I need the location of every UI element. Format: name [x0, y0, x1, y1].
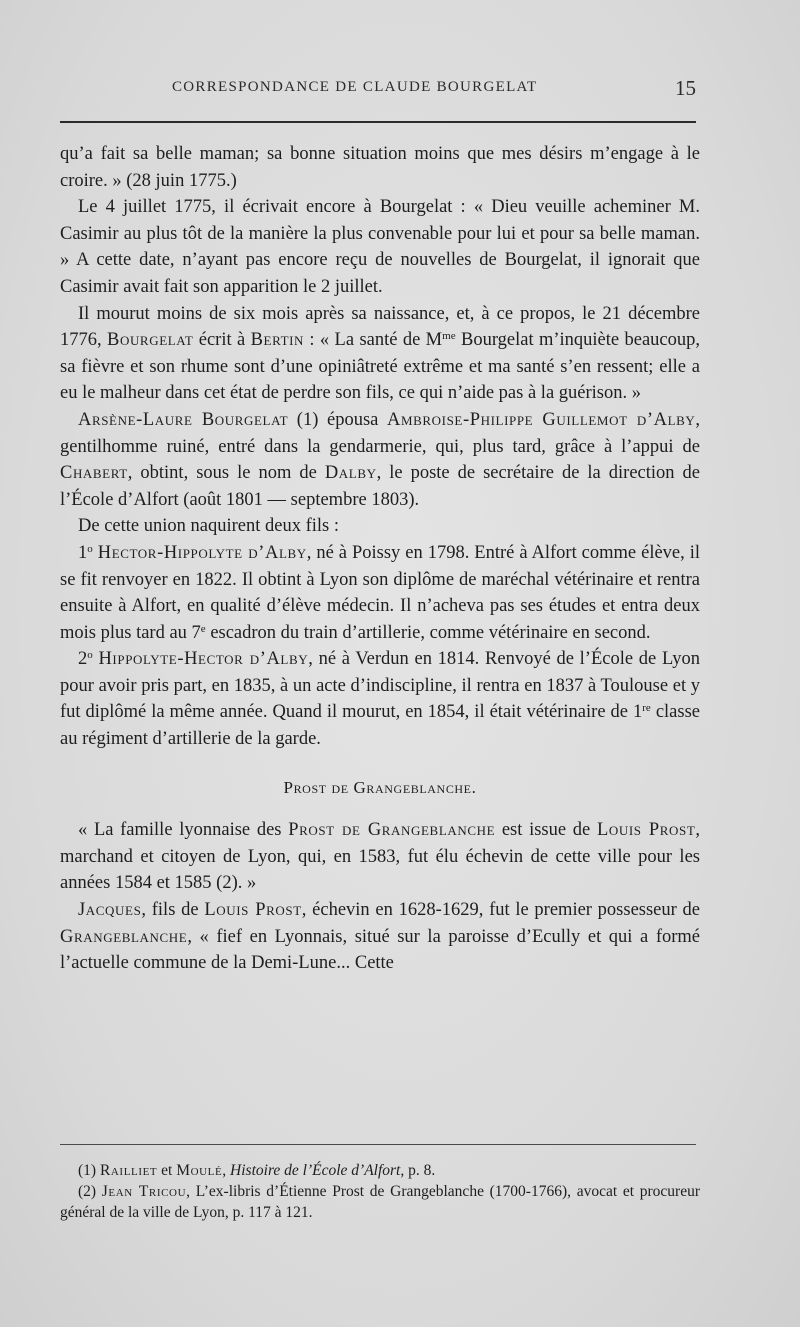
person-name: Louis Prost — [204, 900, 302, 921]
paragraph: « La famille lyonnaise des Prost de Grangeblanche est issue de Louis Prost, marchand et citoyen de Lyon, qui, en 1583, fut élu échevin de cette ville pour les années 1584 et 1585 (2). » — [60, 820, 701, 894]
main-text — [60, 141, 700, 977]
paragraph: 1$^o$ Hector-Hippolyte d’Alby, né à Poissy en 1798. Entré à Alfort comme élève, il se fit renvoyer en 1822. Il obtint à Lyon son diplôme de maréchal vétérinaire et rentra ensuite à Alfort, en qualité d’élève médecin. Il n’acheva pas ses études et entra deux mois plus tard au 7e escadron du train d’artillerie, comme vétérinaire en second. — [60, 542, 701, 643]
paragraph: Il mourut moins de six mois après sa naissance, et, à ce propos, le 21 décembre 1776, Bourgelat écrit à Bertin : « La santé de $M^{me}$ Bourgelat m’inquiète beaucoup, sa fièvre et son rhume sont d’une opiniâtreté extrême et ma santé s’en ressent; elle a eu le malheur dans cet état de perdre son fils, ce qui n’aide pas à la guérison. » — [60, 303, 701, 404]
running-title: CORRESPONDANCE DE CLAUDE BOURGELAT — [172, 79, 538, 95]
paragraph: 2$^o$ Hippolyte-Hector d’Alby, né à Verdun en 1814. Renvoyé de l’École de Lyon pour avoir pris part, en 1835, à un acte d’indiscipline, il rentra en 1837 à Toulouse et y fut diplômé la même année. Quand il mourut, en 1854, il était vétérinaire de 1re classe au régiment d’artillerie de la garde. — [60, 649, 701, 750]
person-name: Moulé — [176, 1162, 223, 1179]
section-title: Prost de Grangeblanche. — [283, 777, 477, 797]
person-name: Railliet — [99, 1162, 158, 1179]
person-name: Bertin — [250, 330, 305, 351]
paragraph: Jacques, fils de Louis Prost, échevin en 1628-1629, fut le premier possesseur de Grangeblanche, « fief en Lyonnais, situé sur la paroisse d’Ecully et qui a formé l’actuelle commune de la Demi-Lune... Cette — [60, 900, 700, 974]
person-name: Grangeblanche — [60, 926, 188, 947]
work-title: Histoire de l’École d’Alfort — [230, 1162, 401, 1179]
person-name: Hector-Hippolyte d’Alby — [97, 542, 307, 563]
footnote: (1) Railliet et Moulé, Histoire de l’École d’Alfort, p. 8. — [78, 1162, 436, 1179]
person-name: Chabert — [60, 463, 128, 484]
paragraph: qu’a fait sa belle maman; sa bonne situation moins que mes désirs m’engage à le croire. » (28 juin 1775.) — [60, 144, 700, 191]
footnotes — [60, 1160, 700, 1223]
paragraph: De cette union naquirent deux fils : — [78, 516, 339, 537]
person-name: Prost de Grangeblanche — [288, 820, 496, 841]
person-name: Ambroise-Philippe Guillemot d’Alby — [387, 409, 696, 430]
person-name: Dalby — [324, 463, 377, 484]
paragraph: Le 4 juillet 1775, il écrivait encore à Bourgelat : « Dieu veuille acheminer M. Casimir au plus tôt de la manière la plus convenable pour lui et pour sa belle maman. » A cette date, n’ayant pas encore reçu de nouvelles de Bourgelat, il ignorait que Casimir avait fait son apparition le 2 juillet. — [60, 197, 700, 297]
person-name: Bourgelat — [107, 330, 194, 351]
header-rule — [60, 121, 696, 123]
paragraph: Arsène-Laure Bourgelat (1) épousa Ambroise-Philippe Guillemot d’Alby, gentilhomme ruiné, entré dans la gendarmerie, qui, plus tard, grâce à l’appui de Chabert, obtint, sous le nom de Dalby, le poste de secrétaire de la direction de l’École d’Alfort (août 1801 — septembre 1803). — [60, 409, 700, 510]
person-name: Hippolyte-Hector d’Alby — [98, 649, 309, 670]
person-name: Arsène-Laure Bourgelat — [78, 409, 289, 430]
page-header — [60, 76, 696, 104]
person-name: Louis Prost — [596, 820, 696, 841]
person-name: Jean Tricou — [101, 1183, 187, 1200]
footnote: (2) Jean Tricou, L’ex-libris d’Étienne Prost de Grangeblanche (1700-1766), avocat et procureur général de la ville de Lyon, p. 117 à 121. — [60, 1183, 700, 1221]
footnote-rule — [60, 1144, 696, 1145]
page-number: 15 — [675, 76, 696, 100]
person-name: Jacques — [78, 900, 142, 921]
